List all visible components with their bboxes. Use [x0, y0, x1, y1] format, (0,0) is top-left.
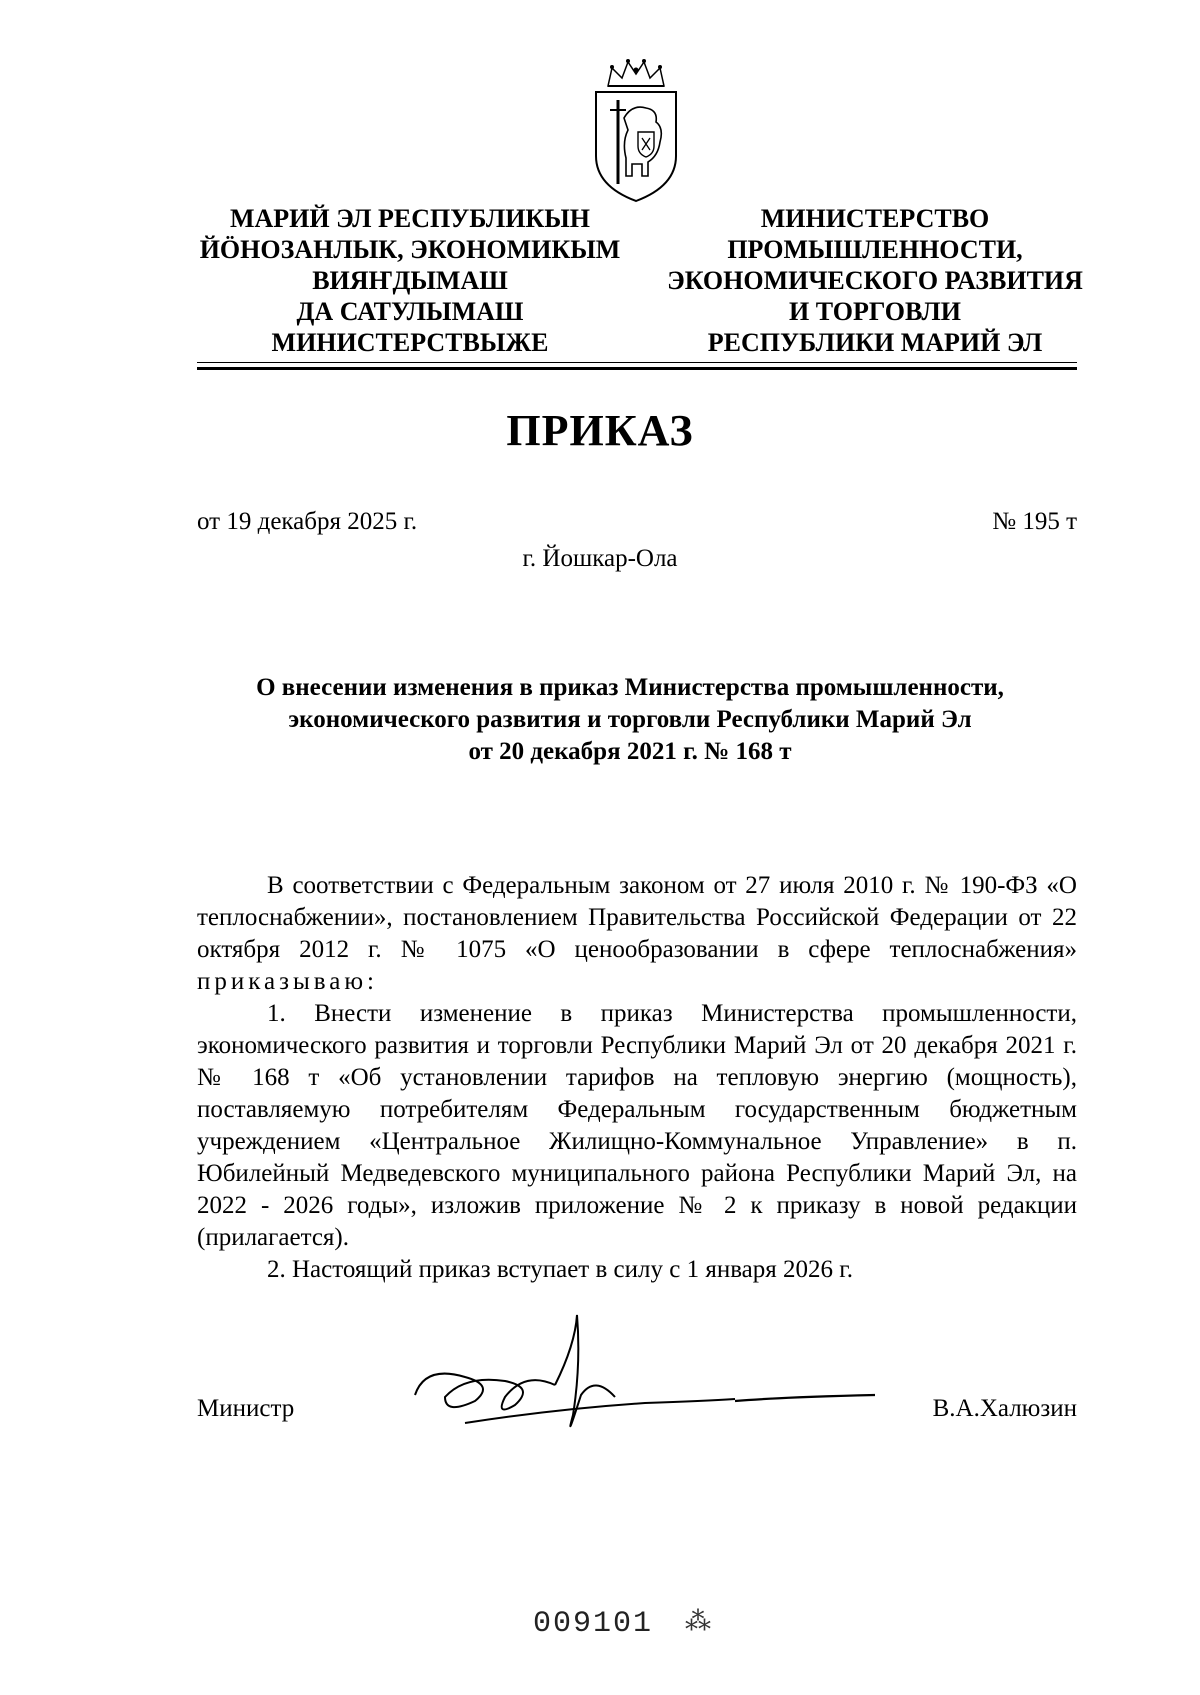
document-body [197, 870, 1077, 1286]
document-city: г. Йошкар-Ола [522, 545, 678, 572]
ministry-name-russian [660, 203, 1090, 358]
document-date: от 19 декабря 2025 г. [197, 508, 418, 535]
subject-line: от 20 декабря 2021 г. № 168 т [468, 738, 792, 765]
header-divider-thick [197, 367, 1077, 370]
signer-name: В.А.Халюзин [932, 1395, 1077, 1422]
header-right-line: РЕСПУБЛИКИ МАРИЙ ЭЛ [707, 328, 1043, 357]
coat-of-arms-emblem [588, 56, 684, 206]
header-divider-thin [197, 362, 1077, 363]
header-right-line: ЭКОНОМИЧЕСКОГО РАЗВИТИЯ [667, 266, 1083, 295]
header-left-line: МИНИСТЕРСТВЫЖЕ [271, 328, 549, 357]
document-title: ПРИКАЗ [506, 406, 694, 455]
serial-number: 009101 [533, 1607, 654, 1641]
header-left-line: ЙӦНОЗАНЛЫК, ЭКОНОМИКЫМ [199, 235, 621, 264]
header-right-line: И ТОРГОВЛИ [789, 297, 961, 326]
subject-line: экономического развития и торговли Республики Марий Эл [288, 706, 972, 733]
header-left-line: ВИЯҤДЫМАШ [312, 266, 508, 295]
body-paragraph-item-2: 2. Настоящий приказ вступает в силу с 1 января 2026 г. [267, 1256, 853, 1283]
header-right-line: ПРОМЫШЛЕННОСТИ, [727, 235, 1023, 264]
document-number: № 195 т [992, 508, 1077, 535]
header-right-line: МИНИСТЕРСТВО [760, 204, 990, 233]
header-left-line: ДА САТУЛЫМАШ [296, 297, 524, 326]
serial-mark-icon: ⁂ [685, 1607, 711, 1636]
header-left-line: МАРИЙ ЭЛ РЕСПУБЛИКЫН [229, 204, 591, 233]
signer-position: Министр [197, 1395, 295, 1422]
document-subject [180, 672, 1080, 768]
order-word: приказываю: [197, 968, 378, 995]
ministry-name-mari [190, 203, 630, 358]
handwritten-signature [405, 1305, 885, 1455]
subject-line: О внесении изменения в приказ Министерства промышленности, [256, 674, 1004, 701]
body-paragraph-item-1: 1. Внести изменение в приказ Министерства промышленности, экономического развития и торговли Республики Марий Эл от 20 декабря 2021 г. № 168 т «Об установлении тарифов на тепловую энергию (мощность), поставляемую потребителям Федеральным государственным бюджетным учреждением «Центральное Жилищно-Коммунальное Управление» в п. Юбилейный Медведевского муниципального района Республики Марий Эл, на 2022 - 2026 годы», изложив приложение № 2 к приказу в новой редакции (прилагается). [197, 1000, 1077, 1251]
body-paragraph-intro [197, 870, 1077, 998]
intro-text: В соответствии с Федеральным законом от 27 июля 2010 г. № 190-ФЗ «О теплоснабжении», постановлением Правительства Российской Федерации от 22 октября 2012 г. № 1075 «О ценообразовании в сфере теплоснабжения» [197, 872, 1077, 963]
